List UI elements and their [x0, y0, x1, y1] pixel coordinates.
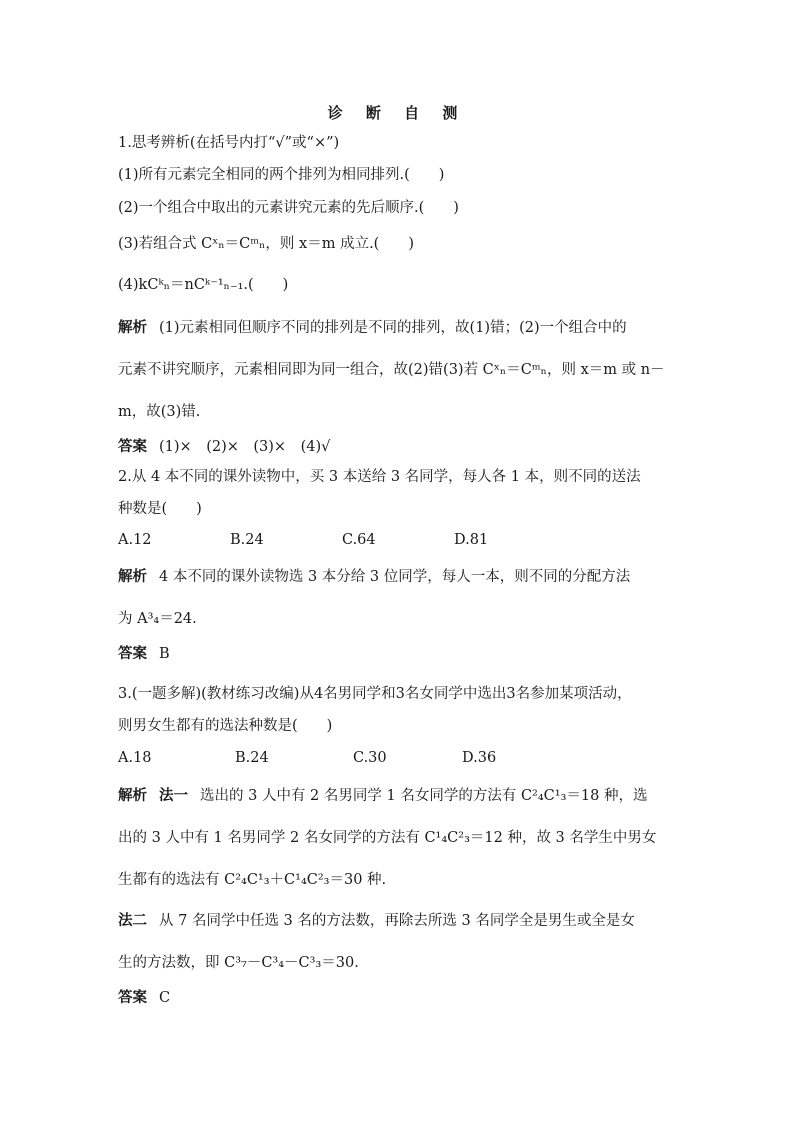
q1-analysis-line-2: 元素不讲究顺序，元素相同即为同一组合，故(2)错(3)若 Cˣₙ＝Cᵐₙ，则 x＝m 或 n－ — [118, 362, 665, 378]
q1-answer: (1)× (2)× (3)× (4)√ — [159, 439, 331, 455]
q3-analysis-line-3: 生都有的选法有 C²₄C¹₃＋C¹₄C²₃＝30 种. — [118, 872, 387, 888]
page-title: 诊 断 自 测 — [327, 104, 467, 122]
q2-answer: B — [159, 646, 170, 662]
q3-choices — [118, 749, 574, 767]
q2-choice-d: D.81 — [454, 532, 489, 548]
q3-analysis-label: 解析 — [118, 787, 147, 804]
q2-analysis-label: 解析 — [118, 568, 147, 585]
q1-answer-label: 答案 — [118, 438, 147, 455]
q3-stem-line-2: 则男女生都有的选法种数是( ) — [118, 718, 333, 734]
q3-analysis-line-1 — [118, 787, 647, 805]
q3-choice-c: C.30 — [353, 750, 387, 766]
q1-analysis-line-1 — [118, 319, 627, 337]
q1-item-4: (4)kCᵏₙ＝nCᵏ⁻¹ₙ₋₁.( ) — [118, 277, 289, 293]
q2-choices — [118, 531, 566, 549]
q1-item-2: (2)一个组合中取出的元素讲究元素的先后顺序.( ) — [118, 200, 459, 216]
q3-answer-label: 答案 — [118, 989, 147, 1006]
q2-stem-line-1: 2.从 4 本不同的课外读物中，买 3 本送给 3 名同学，每人各 1 本，则不同的送法 — [118, 469, 641, 485]
q3-answer-line — [118, 989, 170, 1007]
q2-analysis-text-1: 4 本不同的课外读物选 3 本分给 3 位同学，每人一本，则不同的分配方法 — [159, 569, 631, 585]
q3-choice-b: B.24 — [235, 750, 269, 766]
q2-answer-label: 答案 — [118, 645, 147, 662]
q3-choice-d: D.36 — [462, 750, 497, 766]
q1-analysis-line-3: m，故(3)错. — [118, 404, 201, 420]
q3-method2-text-1: 从 7 名同学中任选 3 名的方法数，再除去所选 3 名同学全是男生或全是女 — [159, 913, 635, 929]
q2-choice-a: A.12 — [118, 532, 152, 548]
q3-method2-line-1 — [118, 912, 635, 930]
q2-analysis-line-1 — [118, 568, 630, 586]
q1-analysis-text-1: (1)元素相同但顺序不同的排列是不同的排列，故(1)错；(2)一个组合中的 — [159, 320, 627, 336]
q3-analysis-text-1: 选出的 3 人中有 2 名男同学 1 名女同学的方法有 C²₄C¹₃＝18 种，选 — [200, 788, 648, 804]
q2-choice-c: C.64 — [342, 532, 376, 548]
q3-method1-label: 法一 — [159, 787, 188, 804]
q1-item-3: (3)若组合式 Cˣₙ＝Cᵐₙ，则 x＝m 成立.( ) — [118, 236, 414, 252]
q1-answer-line — [118, 438, 330, 456]
q3-method2-label: 法二 — [118, 912, 147, 929]
q2-stem-line-2: 种数是( ) — [118, 501, 202, 517]
q3-choice-a: A.18 — [118, 750, 152, 766]
q2-choice-b: B.24 — [230, 532, 264, 548]
q2-answer-line — [118, 645, 170, 663]
q1-stem: 1.思考辨析(在括号内打“√”或“×”) — [118, 135, 340, 151]
q3-stem-line-1: 3.(一题多解)(教材练习改编)从4名男同学和3名女同学中选出3名参加某项活动， — [118, 686, 632, 702]
q1-analysis-label: 解析 — [118, 319, 147, 336]
q3-answer: C — [159, 990, 171, 1006]
q3-analysis-line-2: 出的 3 人中有 1 名男同学 2 名女同学的方法有 C¹₄C²₃＝12 种，故 3 名学生中男女 — [118, 830, 657, 846]
q1-item-1: (1)所有元素完全相同的两个排列为相同排列.( ) — [118, 167, 445, 183]
q3-method2-line-2: 生的方法数，即 C³₇－C³₄－C³₃＝30. — [118, 955, 359, 971]
q2-analysis-line-2: 为 A³₄＝24. — [118, 611, 197, 627]
